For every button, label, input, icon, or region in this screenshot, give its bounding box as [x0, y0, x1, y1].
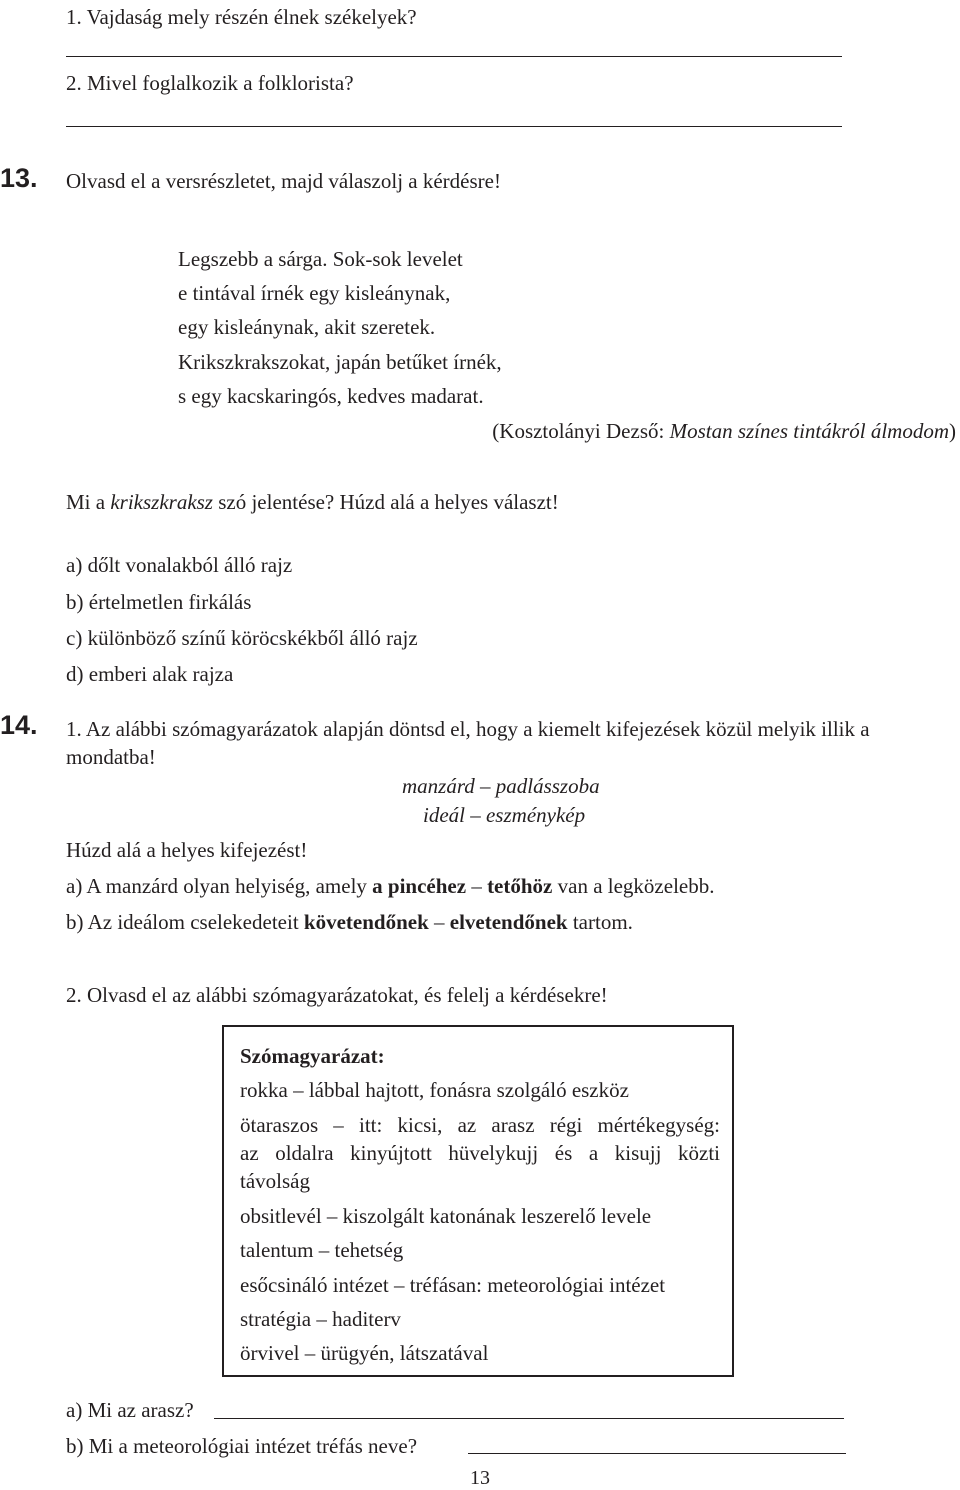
option-b[interactable]: b) értelmetlen firkálás [66, 590, 252, 614]
glossary-box [222, 1025, 734, 1377]
answer-line-a[interactable] [214, 1418, 844, 1419]
choice-kovetendonek[interactable]: követendőnek [303, 910, 429, 934]
poem-citation: (Kosztolányi Dezső: Mostan színes tintákról álmodom) [492, 419, 956, 443]
glossary-entry: rokka – lábbal hajtott, fonásra szolgáló eszköz [240, 1078, 629, 1102]
option-d[interactable]: d) emberi alak rajza [66, 662, 234, 686]
task-14-part2: 2. Olvasd el az alábbi szómagyarázatokat, és felelj a kérdésekre! [66, 983, 608, 1007]
choice-pincehez[interactable]: a pincéhez [372, 874, 467, 898]
poem-line: Legszebb a sárga. Sok-sok levelet [178, 247, 463, 271]
glossary-entry: stratégia – haditerv [240, 1307, 401, 1331]
task-14-instruction: Húzd alá a helyes kifejezést! [66, 838, 308, 862]
task-14-part1-line2: mondatba! [66, 745, 156, 769]
choice-elvetendonek[interactable]: elvetendőnek [449, 910, 568, 934]
glossary-entry: talentum – tehetség [240, 1238, 404, 1262]
glossary-entry: örvivel – ürügyén, látszatával [240, 1341, 489, 1365]
glossary-entry: az oldalra kinyújtott hüvelykujj és a kisujj közti [240, 1141, 720, 1165]
question-2: 2. Mivel foglalkozik a folklorista? [66, 71, 354, 95]
question-a: a) Mi az arasz? [66, 1398, 194, 1422]
answer-line-2[interactable] [66, 126, 842, 127]
poem-line: egy kisleánynak, akit szeretek. [178, 315, 436, 339]
page-number: 13 [470, 1467, 490, 1489]
task-13-number: 13. [0, 163, 38, 193]
answer-line-1[interactable] [66, 56, 842, 57]
option-a[interactable]: a) dőlt vonalakból álló rajz [66, 553, 293, 577]
task-13-instruction: Olvasd el a versrészletet, majd válaszolj a kérdésre! [66, 169, 501, 193]
word-pair-ideal: ideál – eszménykép [423, 803, 586, 827]
task-14-number: 14. [0, 710, 38, 740]
poem-line: s egy kacskaringós, kedves madarat. [178, 384, 484, 408]
word-pair-manzard: manzárd – padlásszoba [402, 774, 600, 798]
glossary-entry: ötaraszos – itt: kicsi, az arasz régi mértékegység: [240, 1113, 720, 1137]
question-1: 1. Vajdaság mely részén élnek székelyek? [66, 5, 417, 29]
sentence-b: b) Az ideálom cselekedeteit követendőnek – elvetendőnek tartom. [66, 910, 633, 934]
glossary-entry: esőcsináló intézet – tréfásan: meteorológiai intézet [240, 1273, 666, 1297]
glossary-entry: távolság [240, 1169, 310, 1193]
glossary-entry: obsitlevél – kiszolgált katonának leszerelő levele [240, 1204, 652, 1228]
choice-tetohoz[interactable]: tetőhöz [487, 874, 553, 898]
glossary-heading: Szómagyarázat: [240, 1044, 385, 1068]
option-c[interactable]: c) különböző színű köröcskékből álló rajz [66, 626, 418, 650]
poem-line: Krikszkrakszokat, japán betűket írnék, [178, 350, 502, 374]
sentence-a: a) A manzárd olyan helyiség, amely a pincéhez – tetőhöz van a legközelebb. [66, 874, 715, 898]
poem-line: e tintával írnék egy kisleánynak, [178, 281, 451, 305]
question-b: b) Mi a meteorológiai intézet tréfás neve? [66, 1434, 418, 1458]
task-13-question: Mi a krikszkraksz szó jelentése? Húzd alá a helyes választ! [66, 490, 559, 514]
task-14-part1-line1: 1. Az alábbi szómagyarázatok alapján döntsd el, hogy a kiemelt kifejezések közül melyik illik a [66, 717, 870, 741]
answer-line-b[interactable] [468, 1453, 846, 1454]
